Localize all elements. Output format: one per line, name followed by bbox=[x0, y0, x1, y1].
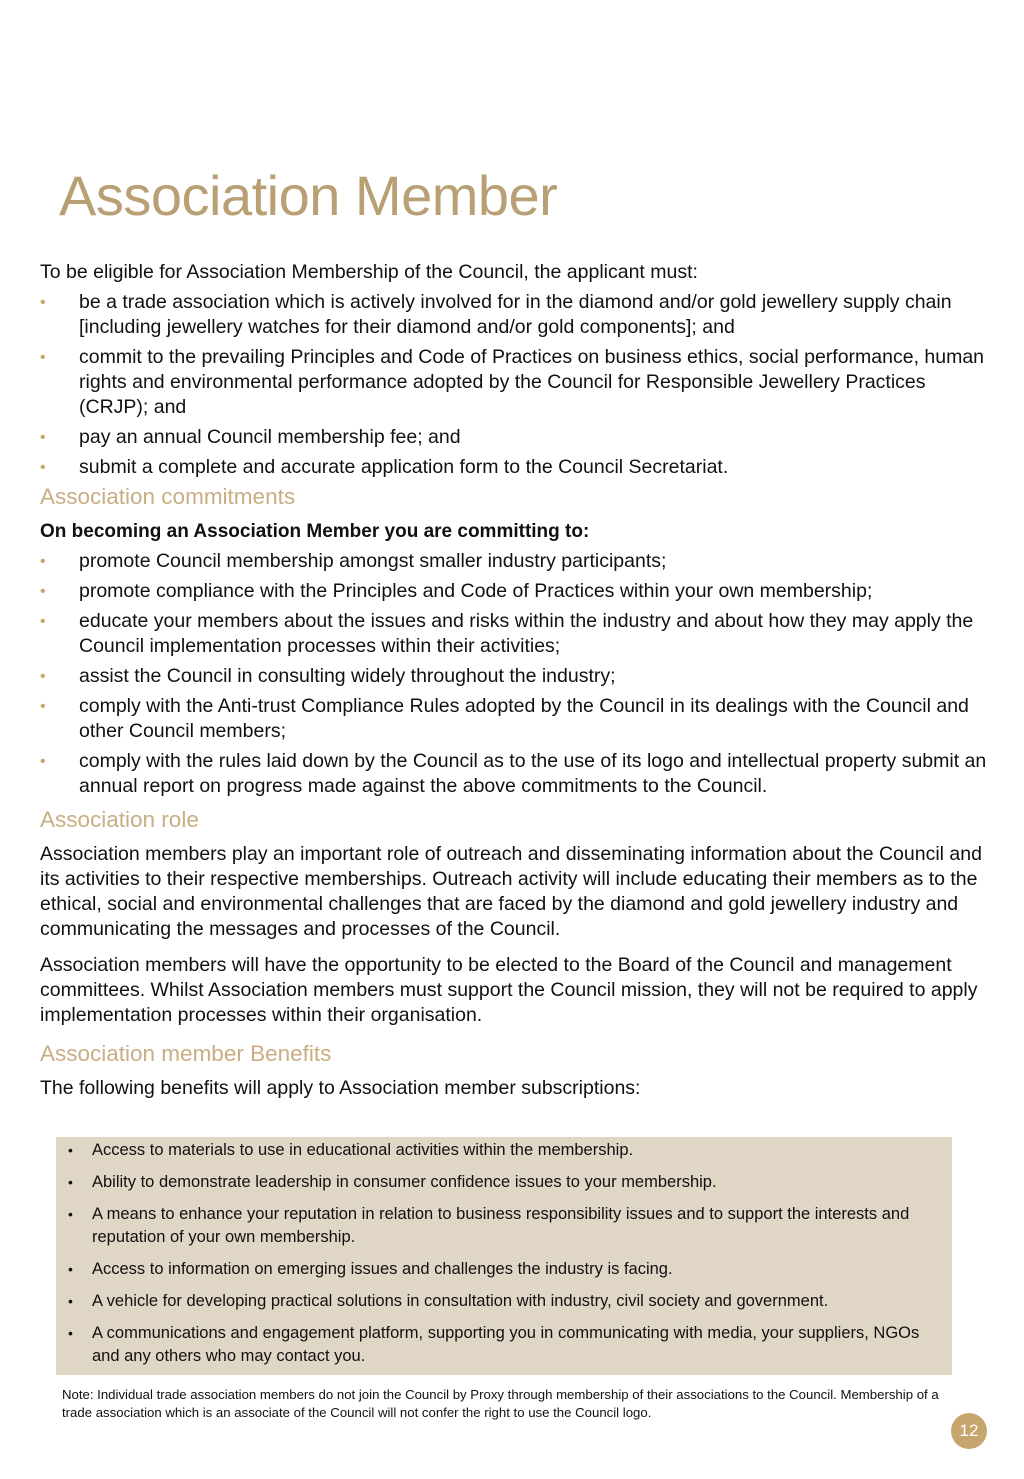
list-item bbox=[40, 749, 1000, 799]
main-content bbox=[40, 260, 1000, 1112]
commitments-lead: On becoming an Association Member you are committing to: bbox=[40, 521, 590, 542]
bullet-icon: • bbox=[68, 1142, 73, 1158]
bullet-icon: • bbox=[40, 668, 46, 685]
list-item-text: comply with the rules laid down by the Council as to the use of its logo and intellectual property submit an annual report on progress made against the above commitments to the Council. bbox=[79, 750, 987, 797]
list-item bbox=[40, 609, 1000, 659]
list-item-text: A means to enhance your reputation in relation to business responsibility issues and to support the interests and reputation of your own membership. bbox=[92, 1205, 910, 1246]
page-number-badge: 12 bbox=[951, 1413, 987, 1449]
list-item-text: be a trade association which is actively involved for in the diamond and/or gold jewellery supply chain [including jewellery watches for their diamond and/or gold components]; and bbox=[79, 291, 952, 338]
list-item bbox=[68, 1322, 932, 1368]
list-item bbox=[40, 579, 1000, 604]
list-item bbox=[68, 1290, 932, 1313]
list-item bbox=[68, 1258, 932, 1281]
commitments-list bbox=[40, 549, 1000, 799]
bullet-icon: • bbox=[40, 294, 46, 311]
bullet-icon: • bbox=[40, 698, 46, 715]
bullet-icon: • bbox=[68, 1325, 73, 1341]
bullet-icon: • bbox=[68, 1261, 73, 1277]
list-item-text: pay an annual Council membership fee; and bbox=[79, 426, 461, 448]
page-title: Association Member bbox=[59, 164, 558, 227]
list-item bbox=[40, 425, 1000, 450]
eligibility-intro: To be eligible for Association Membership of the Council, the applicant must: bbox=[40, 261, 698, 283]
list-item-text: Access to information on emerging issues and challenges the industry is facing. bbox=[92, 1260, 673, 1278]
list-item-text: A vehicle for developing practical solutions in consultation with industry, civil society and government. bbox=[92, 1292, 829, 1310]
list-item-text: Access to materials to use in educational activities within the membership. bbox=[92, 1141, 634, 1159]
benefits-intro: The following benefits will apply to Association member subscriptions: bbox=[40, 1077, 641, 1099]
list-item-text: A communications and engagement platform, supporting you in communicating with media, your suppliers, NGOs and any others who may contact you. bbox=[92, 1324, 920, 1365]
list-item bbox=[68, 1171, 932, 1194]
list-item bbox=[40, 290, 1000, 340]
list-item bbox=[40, 455, 1000, 480]
list-item-text: commit to the prevailing Principles and Code of Practices on business ethics, social performance, human rights and environmental performance adopted by the Council for Responsible Jewellery Practices (CRJP); and bbox=[79, 346, 985, 418]
bullet-icon: • bbox=[68, 1174, 73, 1190]
section-heading-role: Association role bbox=[40, 807, 199, 832]
bullet-icon: • bbox=[40, 613, 46, 630]
eligibility-list bbox=[40, 290, 1000, 480]
list-item-text: Ability to demonstrate leadership in consumer confidence issues to your membership. bbox=[92, 1173, 717, 1191]
bullet-icon: • bbox=[40, 583, 46, 600]
list-item bbox=[40, 345, 1000, 420]
list-item-text: promote Council membership amongst smaller industry participants; bbox=[79, 550, 667, 572]
list-item-text: promote compliance with the Principles and Code of Practices within your own membership; bbox=[79, 580, 873, 602]
section-heading-commitments: Association commitments bbox=[40, 484, 296, 509]
list-item-text: submit a complete and accurate application form to the Council Secretariat. bbox=[79, 456, 729, 478]
bullet-icon: • bbox=[68, 1206, 73, 1222]
bullet-icon: • bbox=[68, 1293, 73, 1309]
list-item bbox=[68, 1139, 932, 1162]
list-item-text: assist the Council in consulting widely throughout the industry; bbox=[79, 665, 616, 687]
list-item bbox=[68, 1203, 932, 1249]
bullet-icon: • bbox=[40, 459, 46, 476]
benefits-list bbox=[68, 1139, 932, 1368]
list-item bbox=[40, 694, 1000, 744]
role-paragraph: Association members play an important role of outreach and disseminating information about the Council and its activities to their respective memberships. Outreach activity will include educating their members as to the ethical, social and environmental challenges that are faced by the diamond and gold jewellery industry and communicating the messages and processes of the Council. bbox=[40, 843, 982, 940]
role-paragraph: Association members will have the opportunity to be elected to the Board of the Council and management committees. Whilst Association members must support the Council mission, they will not be required to apply implementation processes within their organisation. bbox=[40, 954, 978, 1026]
footnote: Note: Individual trade association members do not join the Council by Proxy through membership of their associations to the Council. Membership of a trade association which is an associate of the Council will not confer the right to use the Council logo. bbox=[62, 1387, 939, 1420]
bullet-icon: • bbox=[40, 753, 46, 770]
benefits-box bbox=[56, 1137, 952, 1375]
list-item-text: educate your members about the issues and risks within the industry and about how they may apply the Council implementation processes within their activities; bbox=[79, 610, 974, 657]
list-item-text: comply with the Anti-trust Compliance Rules adopted by the Council in its dealings with the Council and other Council members; bbox=[79, 695, 969, 742]
bullet-icon: • bbox=[40, 349, 46, 366]
list-item bbox=[40, 549, 1000, 574]
list-item bbox=[40, 664, 1000, 689]
section-heading-benefits: Association member Benefits bbox=[40, 1041, 332, 1066]
bullet-icon: • bbox=[40, 553, 46, 570]
bullet-icon: • bbox=[40, 429, 46, 446]
